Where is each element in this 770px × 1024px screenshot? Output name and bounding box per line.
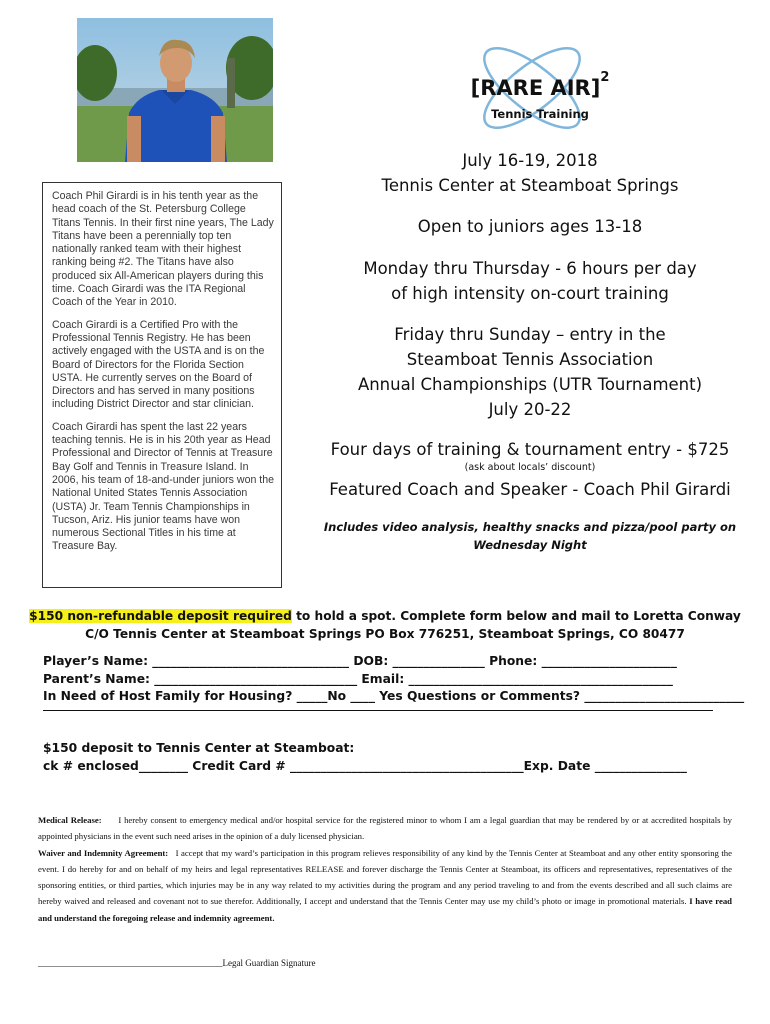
weekday-schedule-line2: of high intensity on-court training [391,284,669,303]
registration-form [43,653,745,706]
parent-row[interactable]: Parent’s Name: _________________________________ Email: ___________________________________________ [43,671,673,686]
waiver-text: I accept that my ward’s participation in this program relieves responsibility of any kind by the Tennis Center at Steamboat and any other entity sponsoring the event. I do hereby for and on behalf of my heirs and legal representatives RELEASE and forever discharge the Tennis Center at Steamboat, its officers and representatives, representatives of the sponsoring entities, or third parties, which injuries may be in any way related to my activities during the program and any period traveling to and from the events described and all such claims are hereby waived and released and covenant not to sue therefor. Additionally, I accept and understand that the Tennis Center may use my child’s photo or image in promotional materials. [38,847,733,907]
bio-paragraph-2: Coach Girardi is a Certified Pro with the Professional Tennis Registry. He has been actively engaged with the USTA and is on the Board of Directors for the Florida Section USTA. He currently serves on the Board of Directors and has served in many positions including District Director and star clinician. [52,318,265,411]
event-dates: July 16-19, 2018 [462,151,598,170]
weekend-line2: Steamboat Tennis Association [406,350,654,369]
weekend-line1: Friday thru Sunday – entry in the [394,325,666,344]
payment-row[interactable]: ck # enclosed________ Credit Card # ______________________________________Exp. Date _______________ [43,758,687,773]
deposit-notice-line1 [20,607,750,625]
player-row[interactable]: Player’s Name: ________________________________ DOB: _______________ Phone: ______________________ [43,654,677,668]
price-line: Four days of training & tournament entry - $725 [330,440,730,459]
event-ages: Open to juniors ages 13-18 [417,217,643,236]
logo-title: [RARE AIR]$^2$ [470,70,610,100]
includes-line2: Wednesday Night [473,538,587,552]
coach-photo [77,18,273,162]
event-venue: Tennis Center at Steamboat Springs [381,176,679,195]
deposit-notice-line2: C/O Tennis Center at Steamboat Springs PO Box 776251, Steamboat Springs, CO 80477 [85,627,685,641]
weekend-line4: July 20-22 [488,400,572,419]
deposit-section [43,740,723,775]
medical-release-text: I hereby consent to emergency medical and/or hospital service for the registered minor to whom I am a legal guardian that may be rendered by or at accredited hospitals by appointed physicians in the event such need arises in the opinion of a duly licensed physician. [38,815,732,842]
featured-coach-line: Featured Coach and Speaker - Coach Phil Girardi [329,480,731,499]
rare-air-logo [470,38,620,138]
locals-discount-note: (ask about locals’ discount) [464,462,596,473]
medical-release-label: Medical Release: [38,815,102,825]
logo-subtitle: Tennis Training [491,107,589,121]
waiver-acknowledgement: I have read and understand the foregoing release and indemnity agreement. [38,896,732,923]
deposit-highlight: $150 non-refundable deposit required [29,609,292,623]
guardian-signature-line[interactable]: _________________________________________Legal Guardian Signature [38,958,316,968]
weekday-schedule-line1: Monday thru Thursday - 6 hours per day [363,259,697,278]
bio-paragraph-3: Coach Girardi has spent the last 22 years teaching tennis. He is in his 20th year as Head Professional and Director of Tennis at Treasure Bay Golf and Tennis in Treasure Island. In 2006, his team of 18-and-under juniors won the National United States Tennis Association (USTA) Jr. Team Tennis Championships in Tucson, Ariz. His junior teams have won numerous Sectional Titles in his time at Treasure Bay. [52,420,275,553]
deposit-notice-rest: to hold a spot. Complete form below and mail to Loretta Conway [291,609,741,623]
weekend-line3: Annual Championships (UTR Tournament) [357,375,703,394]
legal-text [38,812,732,926]
includes-line1: Includes video analysis, healthy snacks and pizza/pool party on [323,520,737,534]
comments-line[interactable] [43,710,713,711]
waiver-label: Waiver and Indemnity Agreement: [38,847,169,858]
deposit-heading: $150 deposit to Tennis Center at Steamboat: [43,741,355,755]
coach-bio-box [42,182,282,588]
bio-paragraph-1: Coach Phil Girardi is in his tenth year as the head coach of the St. Petersburg College Titans Tennis. In their first nine years, The Lady Titans have been a perennially top ten nationally ranked team with their highest ranking being #2. The Titans have also produced six All-American players during this time. Coach Girardi was the ITA Regional Coach of the Year in 2010. [52,190,274,309]
housing-row[interactable]: In Need of Host Family for Housing? _____No ____ Yes Questions or Comments? __________________________ [43,689,745,703]
